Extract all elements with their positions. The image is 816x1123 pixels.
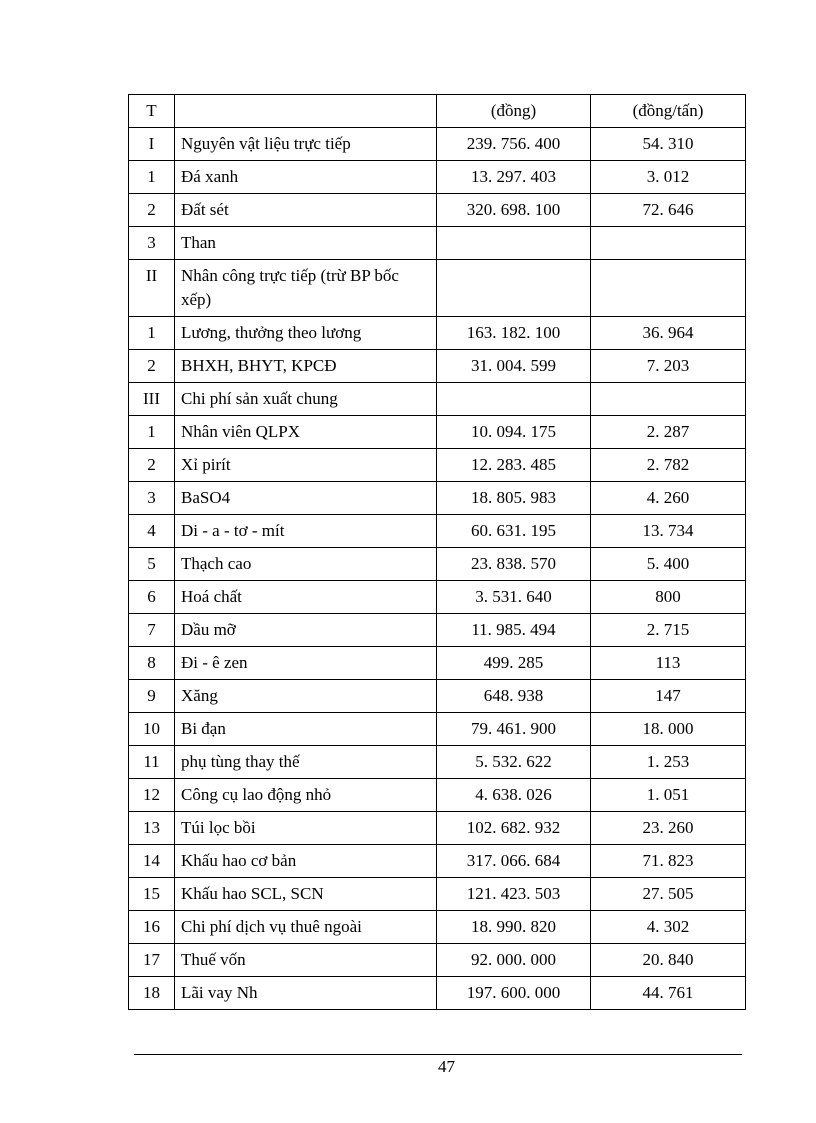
row-amount: 102. 682. 932 — [437, 812, 591, 845]
row-no: II — [129, 260, 175, 317]
row-amount: 79. 461. 900 — [437, 713, 591, 746]
row-amount: 320. 698. 100 — [437, 194, 591, 227]
row-per-ton: 36. 964 — [591, 317, 746, 350]
row-per-ton: 147 — [591, 680, 746, 713]
row-no: 13 — [129, 812, 175, 845]
table-row — [129, 977, 746, 1010]
row-amount: 13. 297. 403 — [437, 161, 591, 194]
page-number: 47 — [438, 1057, 455, 1076]
row-no: 16 — [129, 911, 175, 944]
table-row — [129, 548, 746, 581]
row-per-ton: 72. 646 — [591, 194, 746, 227]
row-per-ton: 4. 260 — [591, 482, 746, 515]
row-name: Di - a - tơ - mít — [175, 515, 437, 548]
row-no: 11 — [129, 746, 175, 779]
row-name: Dầu mỡ — [175, 614, 437, 647]
row-no: 12 — [129, 779, 175, 812]
table-row — [129, 482, 746, 515]
table-row — [129, 647, 746, 680]
table-row — [129, 845, 746, 878]
table-row — [129, 260, 746, 317]
table-row — [129, 515, 746, 548]
row-amount: 499. 285 — [437, 647, 591, 680]
row-no: 3 — [129, 227, 175, 260]
row-no: 1 — [129, 317, 175, 350]
table-row — [129, 812, 746, 845]
footer-divider — [134, 1054, 742, 1055]
row-name: Chi phí sản xuất chung — [175, 383, 437, 416]
row-no: 4 — [129, 515, 175, 548]
row-name: Nhân viên QLPX — [175, 416, 437, 449]
row-name: Đá xanh — [175, 161, 437, 194]
row-amount: 18. 805. 983 — [437, 482, 591, 515]
row-amount: 4. 638. 026 — [437, 779, 591, 812]
row-amount: 18. 990. 820 — [437, 911, 591, 944]
row-name: BaSO4 — [175, 482, 437, 515]
row-per-ton: 113 — [591, 647, 746, 680]
row-per-ton: 18. 000 — [591, 713, 746, 746]
row-per-ton: 7. 203 — [591, 350, 746, 383]
table-row — [129, 680, 746, 713]
row-name: Lãi vay Nh — [175, 977, 437, 1010]
row-per-ton: 3. 012 — [591, 161, 746, 194]
table-row — [129, 449, 746, 482]
table-row — [129, 383, 746, 416]
row-amount: 23. 838. 570 — [437, 548, 591, 581]
row-amount: 317. 066. 684 — [437, 845, 591, 878]
table-row — [129, 416, 746, 449]
row-name: Đất sét — [175, 194, 437, 227]
header-amount: (đồng) — [437, 95, 591, 128]
table-row — [129, 194, 746, 227]
table-row — [129, 227, 746, 260]
row-name: Đi - ê zen — [175, 647, 437, 680]
row-amount — [437, 227, 591, 260]
header-per-ton: (đồng/tấn) — [591, 95, 746, 128]
row-name: Nhân công trực tiếp (trừ BP bốc xếp) — [175, 260, 437, 317]
row-name: Nguyên vật liệu trực tiếp — [175, 128, 437, 161]
row-per-ton: 13. 734 — [591, 515, 746, 548]
row-per-ton: 2. 782 — [591, 449, 746, 482]
row-name: Xỉ pirít — [175, 449, 437, 482]
row-amount — [437, 383, 591, 416]
row-no: 10 — [129, 713, 175, 746]
row-amount: 11. 985. 494 — [437, 614, 591, 647]
table-row — [129, 128, 746, 161]
cost-table — [128, 94, 746, 1010]
row-per-ton — [591, 260, 746, 317]
row-no: 8 — [129, 647, 175, 680]
row-name: Bi đạn — [175, 713, 437, 746]
row-name: phụ tùng thay thế — [175, 746, 437, 779]
table-row — [129, 614, 746, 647]
row-per-ton: 44. 761 — [591, 977, 746, 1010]
row-per-ton — [591, 383, 746, 416]
table-row — [129, 878, 746, 911]
row-name: Lương, thưởng theo lương — [175, 317, 437, 350]
row-amount: 239. 756. 400 — [437, 128, 591, 161]
row-name: Xăng — [175, 680, 437, 713]
row-amount: 163. 182. 100 — [437, 317, 591, 350]
row-no: 17 — [129, 944, 175, 977]
row-name: Chi phí dịch vụ thuê ngoài — [175, 911, 437, 944]
row-name: Khấu hao cơ bản — [175, 845, 437, 878]
header-name — [175, 95, 437, 128]
row-name: Hoá chất — [175, 581, 437, 614]
table-row — [129, 581, 746, 614]
row-amount: 648. 938 — [437, 680, 591, 713]
row-per-ton: 4. 302 — [591, 911, 746, 944]
row-no: I — [129, 128, 175, 161]
table-row — [129, 350, 746, 383]
row-amount: 31. 004. 599 — [437, 350, 591, 383]
row-no: 2 — [129, 350, 175, 383]
row-per-ton: 20. 840 — [591, 944, 746, 977]
row-no: 1 — [129, 416, 175, 449]
row-per-ton: 23. 260 — [591, 812, 746, 845]
row-per-ton: 54. 310 — [591, 128, 746, 161]
table-row — [129, 944, 746, 977]
row-no: III — [129, 383, 175, 416]
row-no: 3 — [129, 482, 175, 515]
row-name: Túi lọc bồi — [175, 812, 437, 845]
row-per-ton: 1. 051 — [591, 779, 746, 812]
row-amount: 60. 631. 195 — [437, 515, 591, 548]
row-no: 18 — [129, 977, 175, 1010]
row-name: Thuế vốn — [175, 944, 437, 977]
row-name: BHXH, BHYT, KPCĐ — [175, 350, 437, 383]
row-per-ton: 2. 287 — [591, 416, 746, 449]
row-no: 2 — [129, 449, 175, 482]
table-row — [129, 317, 746, 350]
table-header-row — [129, 95, 746, 128]
table-row — [129, 161, 746, 194]
row-no: 2 — [129, 194, 175, 227]
row-no: 1 — [129, 161, 175, 194]
table-row — [129, 779, 746, 812]
row-amount: 121. 423. 503 — [437, 878, 591, 911]
row-amount — [437, 260, 591, 317]
row-name: Khấu hao SCL, SCN — [175, 878, 437, 911]
row-per-ton: 800 — [591, 581, 746, 614]
row-no: 15 — [129, 878, 175, 911]
row-per-ton: 27. 505 — [591, 878, 746, 911]
row-amount: 3. 531. 640 — [437, 581, 591, 614]
row-name: Thạch cao — [175, 548, 437, 581]
row-no: 9 — [129, 680, 175, 713]
table-row — [129, 746, 746, 779]
row-per-ton — [591, 227, 746, 260]
row-amount: 10. 094. 175 — [437, 416, 591, 449]
row-name: Than — [175, 227, 437, 260]
row-no: 6 — [129, 581, 175, 614]
row-amount: 197. 600. 000 — [437, 977, 591, 1010]
row-per-ton: 1. 253 — [591, 746, 746, 779]
header-no: T — [129, 95, 175, 128]
row-per-ton: 5. 400 — [591, 548, 746, 581]
row-amount: 5. 532. 622 — [437, 746, 591, 779]
row-amount: 92. 000. 000 — [437, 944, 591, 977]
table-row — [129, 713, 746, 746]
row-name: Công cụ lao động nhỏ — [175, 779, 437, 812]
row-per-ton: 2. 715 — [591, 614, 746, 647]
table-row — [129, 911, 746, 944]
row-per-ton: 71. 823 — [591, 845, 746, 878]
row-no: 7 — [129, 614, 175, 647]
row-no: 5 — [129, 548, 175, 581]
row-amount: 12. 283. 485 — [437, 449, 591, 482]
row-no: 14 — [129, 845, 175, 878]
